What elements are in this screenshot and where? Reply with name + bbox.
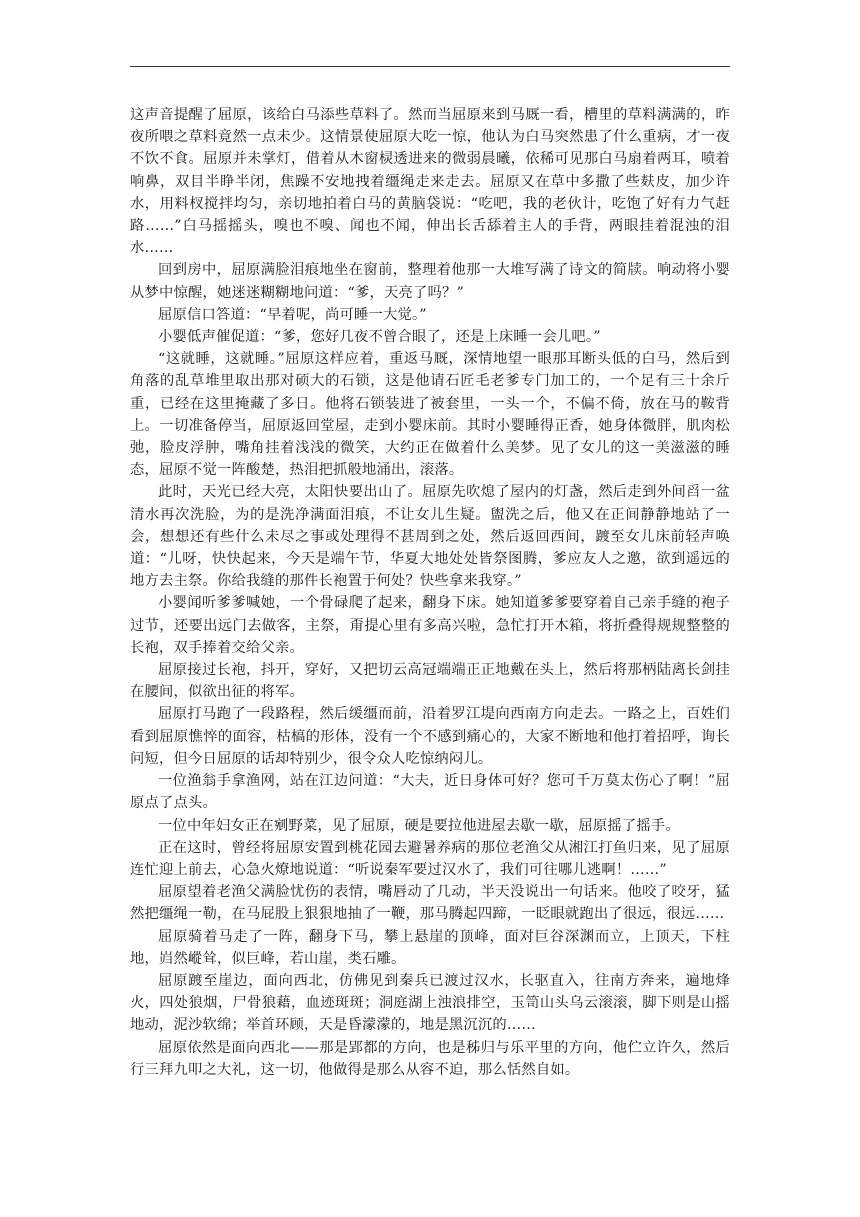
paragraph: 这声音提醒了屈原，该给白马添些草料了。然而当屈原来到马厩一看，槽里的草料满满的，昨夜所喂之草料竟然一点未少。这情景使屈原大吃一惊，他认为白马突然患了什么重病，才一夜不饮不食。屈原并未掌灯，借着从木窗棂透进来的微弱晨曦，依稀可见那白马扇着两耳，喷着响鼻，双目半睁半闭，焦躁不安地拽着缰绳走来走去。屈原又在草中多撒了些麸皮，加少许水，用料杈搅拌均匀，亲切地拍着白马的黄脑袋说：“吃吧，我的老伙计，吃饱了好有力气赶路……”白马摇摇头，嗅也不嗅、闻也不闻，伸出长舌舔着主人的手背，两眼挂着混浊的泪水……	[130, 107, 730, 257]
paragraph: 小婴低声催促道：“爹，您好几夜不曾合眼了，还是上床睡一会儿吧。”	[158, 329, 601, 346]
top-divider	[130, 66, 730, 67]
paragraph: 小婴闻听爹爹喊她，一个骨碌爬了起来，翻身下床。她知道爹爹要穿着自己亲手缝的袍子过节，还要出远门去做客，主祭，甭提心里有多高兴啦，急忙打开木箱，将折叠得规规整整的长袍，双手捧着交给父亲。	[130, 595, 730, 656]
paragraph: “这就睡，这就睡。”屈原这样应着，重返马厩，深情地望一眼那耳断头低的白马，然后到角落的乱草堆里取出那对硕大的石锁，这是他请石匠毛老爹专门加工的，一个足有三十余斤重，已经在这里掩藏了多日。他将石锁装进了被套里，一头一个，不偏不倚，放在马的鞍背上。一切准备停当，屈原返回堂屋，走到小婴床前。其时小婴睡得正香，她身体微胖，肌肉松弛，脸皮浮肿，嘴角挂着浅浅的微笑，大约正在做着什么美梦。见了女儿的这一美滋滋的睡态，屈原不觉一阵酸楚，热泪把抓般地涌出，滚落。	[130, 351, 730, 479]
paragraph: 屈原依然是面向西北——那是郢都的方向，也是秭归与乐平里的方向，他伫立许久，然后行三拜九叩之大礼，这一切，他做得是那么从容不迫，那么恬然自如。	[130, 1039, 730, 1078]
paragraph: 回到房中，屈原满脸泪痕地坐在窗前，整理着他那一大堆写满了诗文的简牍。响动将小婴从梦中惊醒，她迷迷糊糊地问道：“爹，天亮了吗？”	[130, 262, 730, 301]
paragraph: 一位渔翁手拿渔网，站在江边问道：“大夫，近日身体可好？您可千万莫太伤心了啊！”屈原点了点头。	[130, 773, 730, 812]
paragraph: 此时，天光已经大亮，太阳快要出山了。屈原先吹熄了屋内的灯盏，然后走到外间舀一盆清水再次洗脸，为的是洗净满面泪痕，不让女儿生疑。盥洗之后，他又在正间静静地站了一会，想想还有些什么未尽之事或处理得不甚周到之处，然后返回西间，踱至女儿床前轻声唤道：“儿呀，快快起来，今天是端午节，华夏大地处处皆祭图腾，爹应友人之邀，欲到遥远的地方去主祭。你给我缝的那件长袍置于何处？快些拿来我穿。”	[130, 484, 730, 590]
document-body	[130, 104, 730, 1081]
paragraph: 屈原打马跑了一段路程，然后缓缰而前，沿着罗江堤向西南方向走去。一路之上，百姓们看到屈原憔悴的面容，枯槁的形体，没有一个不感到痛心的，大家不断地和他打着招呼，询长问短，但今日屈原的话却特别少，很令众人吃惊纳闷儿。	[130, 706, 730, 767]
paragraph: 屈原踱至崖边，面向西北，仿佛见到秦兵已渡过汉水，长驱直入，往南方奔来，遍地烽火，四处狼烟，尸骨狼藉，血迹斑斑；洞庭湖上浊浪排空，玉笥山头乌云滚滚，脚下则是山摇地动，泥沙软绵；举首环顾，天是昏濛濛的，地是黑沉沉的……	[130, 972, 730, 1034]
paragraph: 正在这时，曾经将屈原安置到桃花园去避暑养病的那位老渔父从湘江打鱼归来，见了屈原连忙迎上前去，心急火燎地说道：“听说秦军要过汉水了，我们可往哪儿逃啊！……”	[130, 839, 730, 878]
paragraph: 屈原骑着马走了一阵，翻身下马，攀上悬崖的顶峰，面对巨谷深渊而立，上顶天，下柱地，岿然嵷耸，似巨峰，若山崖，类石雕。	[130, 928, 730, 967]
paragraph: 一位中年妇女正在剜野菜，见了屈原，硬是要拉他进屋去歇一歇，屈原摇了摇手。	[158, 817, 680, 834]
paragraph: 屈原接过长袍，抖开，穿好，又把切云高冠端端正正地戴在头上，然后将那柄陆离长剑挂在腰间，似欲出征的将军。	[130, 662, 730, 701]
paragraph: 屈原望着老渔父满脸忧伤的表情，嘴唇动了几动，半天没说出一句话来。他咬了咬牙，猛然把缰绳一勒，在马屁股上狠狠地抽了一鞭，那马腾起四蹄，一眨眼就跑出了很远，很远……	[130, 884, 730, 923]
paragraph: 屈原信口答道：“早着呢，尚可睡一大觉。”	[158, 306, 427, 323]
